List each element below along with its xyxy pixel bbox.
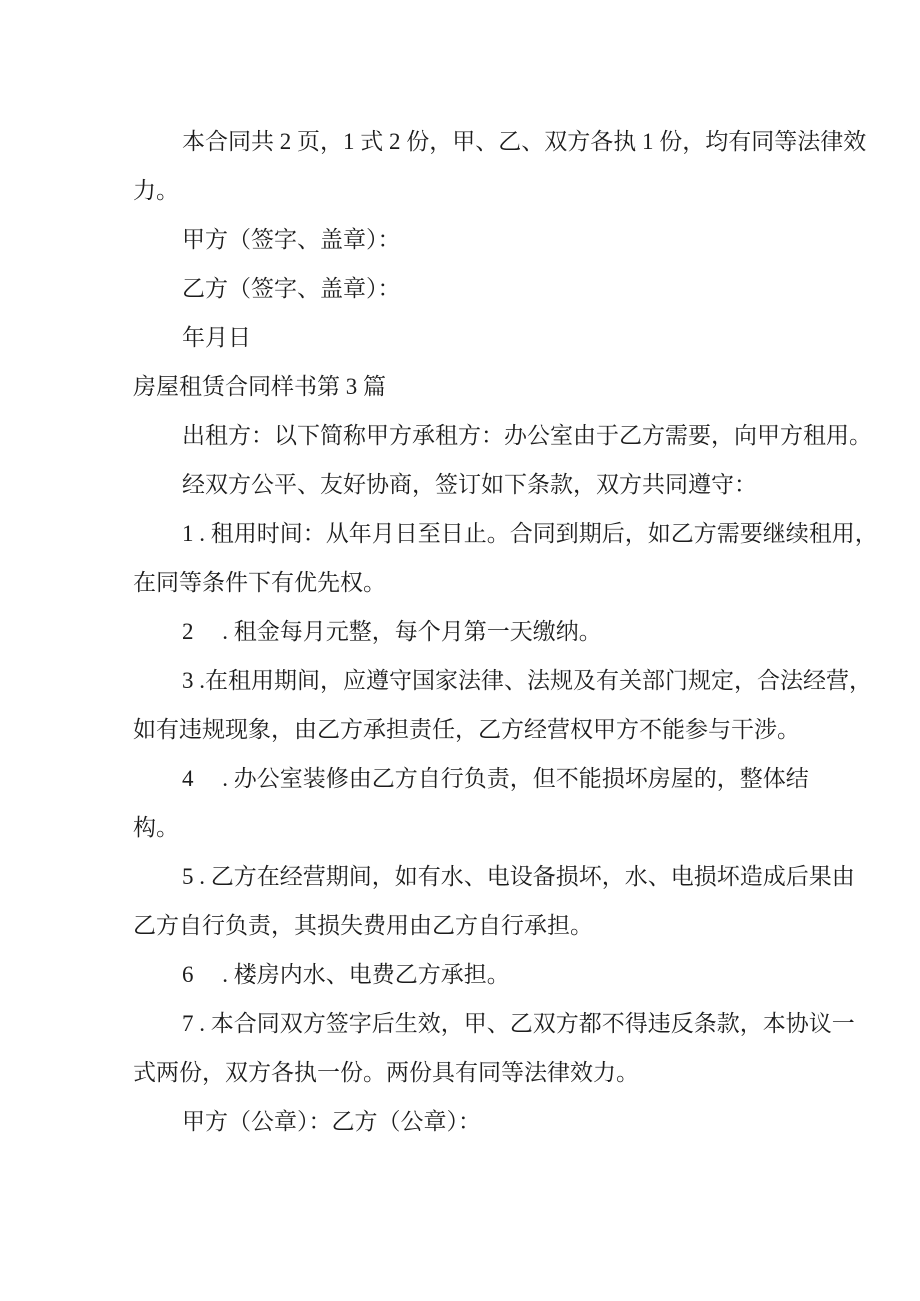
party-a-signature-line: 甲方（签字、盖章）： (182, 227, 401, 252)
date-line: 年月日 (182, 325, 251, 350)
clause-7-line-2: 式两份，双方各执一份。两份具有同等法律效力。 (133, 1060, 639, 1085)
clause-7-line-1: 7 . 本合同双方签字后生效，甲、乙双方都不得违反条款，本协议一 (182, 1011, 855, 1036)
clause-5-line-1: 5 . 乙方在经营期间，如有水、电设备损坏，水、电损坏造成后果由 (182, 864, 855, 889)
agreement-intro-line: 经双方公平、友好协商，签订如下条款，双方共同遵守： (182, 472, 757, 497)
clause-copies-line-2: 力。 (133, 178, 179, 203)
section-title: 房屋租赁合同样书第 3 篇 (133, 374, 386, 399)
clause-3-line-1: 3 .在租用期间，应遵守国家法律、法规及有关部门规定，合法经营， (182, 668, 872, 693)
party-b-signature-line: 乙方（签字、盖章）： (182, 276, 401, 301)
seal-line: 甲方（公章）：乙方（公章）： (182, 1109, 481, 1134)
clause-4-line-2: 构。 (133, 815, 179, 840)
clause-2-line: 2 . 租金每月元整，每个月第一天缴纳。 (182, 619, 602, 644)
clause-5-line-2: 乙方自行负责，其损失费用由乙方自行承担。 (133, 913, 593, 938)
clause-6-line: 6 . 楼房内水、电费乙方承担。 (182, 962, 510, 987)
clause-3-line-2: 如有违规现象，由乙方承担责任，乙方经营权甲方不能参与干涉。 (133, 717, 800, 742)
clause-copies-line-1: 本合同共 2 页，1 式 2 份，甲、乙、双方各执 1 份，均有同等法律效 (182, 129, 867, 154)
clause-1-line-1: 1 . 租用时间：从年月日至日止。合同到期后，如乙方需要继续租用， (182, 521, 878, 546)
contract-text-block (133, 117, 878, 1146)
parties-line: 出租方：以下简称甲方承租方：办公室由于乙方需要，向甲方租用。 (182, 423, 872, 448)
clause-1-line-2: 在同等条件下有优先权。 (133, 570, 386, 595)
clause-4-line-1: 4 . 办公室装修由乙方自行负责，但不能损坏房屋的，整体结 (182, 766, 809, 791)
